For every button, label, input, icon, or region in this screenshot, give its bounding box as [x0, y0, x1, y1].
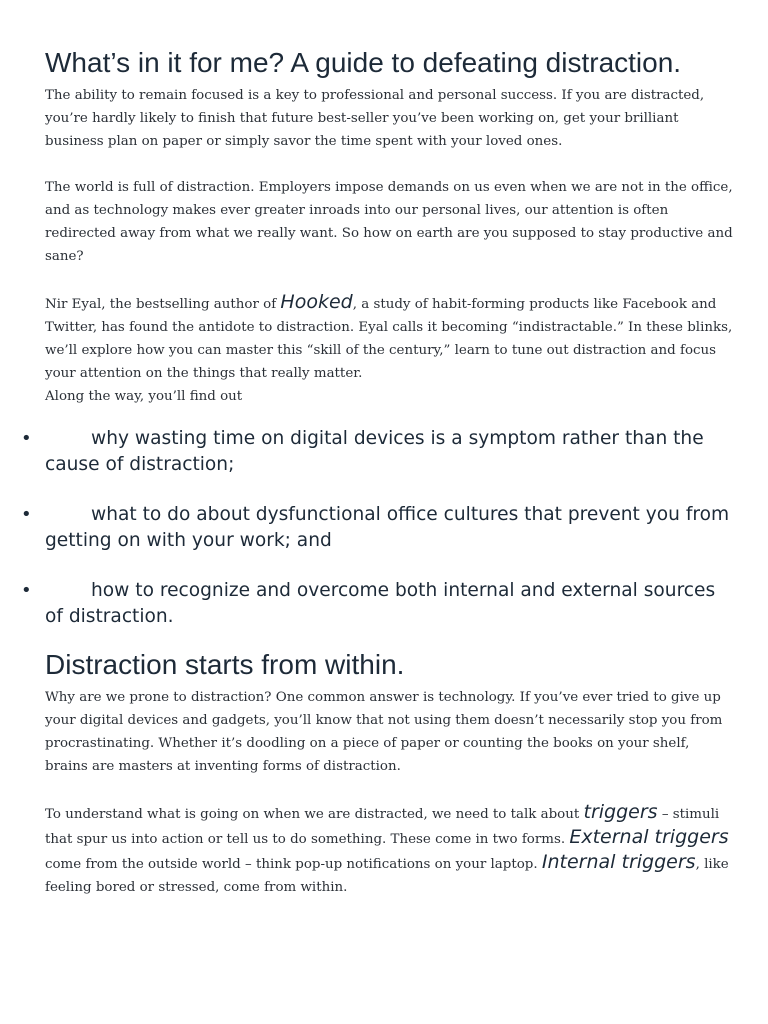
list-item-text: what to do about dysfunctional office cultures that prevent you from getting on with your work; and [45, 504, 730, 551]
section2-paragraph-1: Why are we prone to distraction? One common answer is technology. If you’ve ever tried to give up your digital devices and gadgets, you’ll know that not using them doesn’t necessarily stop you from procrastinating. Whether it’s doodling on a piece of paper or counting the books on your shelf, brains are masters at inventing forms of distraction. [45, 690, 723, 774]
list-item-text: how to recognize and overcome both internal and external sources of distraction. [45, 580, 716, 627]
book-title-hooked: Hooked [280, 291, 353, 313]
term-external-triggers: External triggers [569, 826, 729, 848]
bullet-icon: • [21, 504, 32, 525]
list-item-text: why wasting time on digital devices is a symptom rather than the cause of distraction; [45, 428, 704, 475]
list-item [21, 578, 735, 630]
bullet-icon: • [21, 580, 32, 601]
list-item [21, 426, 735, 478]
term-internal-triggers: Internal triggers [541, 851, 696, 873]
p2-text-a: To understand what is going on when we are distracted, we need to talk about [45, 807, 584, 822]
intro-paragraph-2: The world is full of distraction. Employers impose demands on us even when we are not in the office, and as technology makes ever greater inroads into our personal lives, our attention is often redirected away from what we really want. So how on earth are you supposed to stay productive and sane? [45, 180, 733, 264]
term-triggers: triggers [583, 801, 658, 823]
section-title-whats-in-it: What’s in it for me? A guide to defeating distraction. [45, 47, 682, 78]
p2-text-d: , like feeling bored or stressed, come from within. [45, 857, 729, 895]
find-out-list [21, 426, 735, 630]
intro-paragraph-3 [45, 291, 735, 385]
bullet-icon: • [21, 428, 32, 449]
p2-text-c: come from the outside world – think pop-up notifications on your laptop. [45, 857, 542, 872]
intro-paragraph-1: The ability to remain focused is a key to professional and personal success. If you are distracted, you’re hardly likely to finish that future best-seller you’ve been working on, get your brilliant business plan on paper or simply savor the time spent with your loved ones. [45, 88, 705, 149]
document-page [21, 46, 735, 899]
intro-paragraph-4: Along the way, you’ll find out [45, 389, 243, 404]
p2-text-b: – stimuli that spur us into action or tell us to do something. These come in two forms. [45, 807, 720, 847]
section-title-distraction-starts: Distraction starts from within. [45, 649, 405, 680]
list-item [21, 502, 735, 554]
p3-text-after: , a study of habit-forming products like Facebook and Twitter, has found the antidote to distraction. Eyal calls it becoming “indistractable.” In these blinks, we’ll explore how you can master this “skill of the century,” learn to tune out distraction and focus your attention on the things that really matter. [45, 297, 733, 381]
p3-text-before: Nir Eyal, the bestselling author of [45, 297, 281, 312]
section2-paragraph-2 [45, 801, 735, 899]
